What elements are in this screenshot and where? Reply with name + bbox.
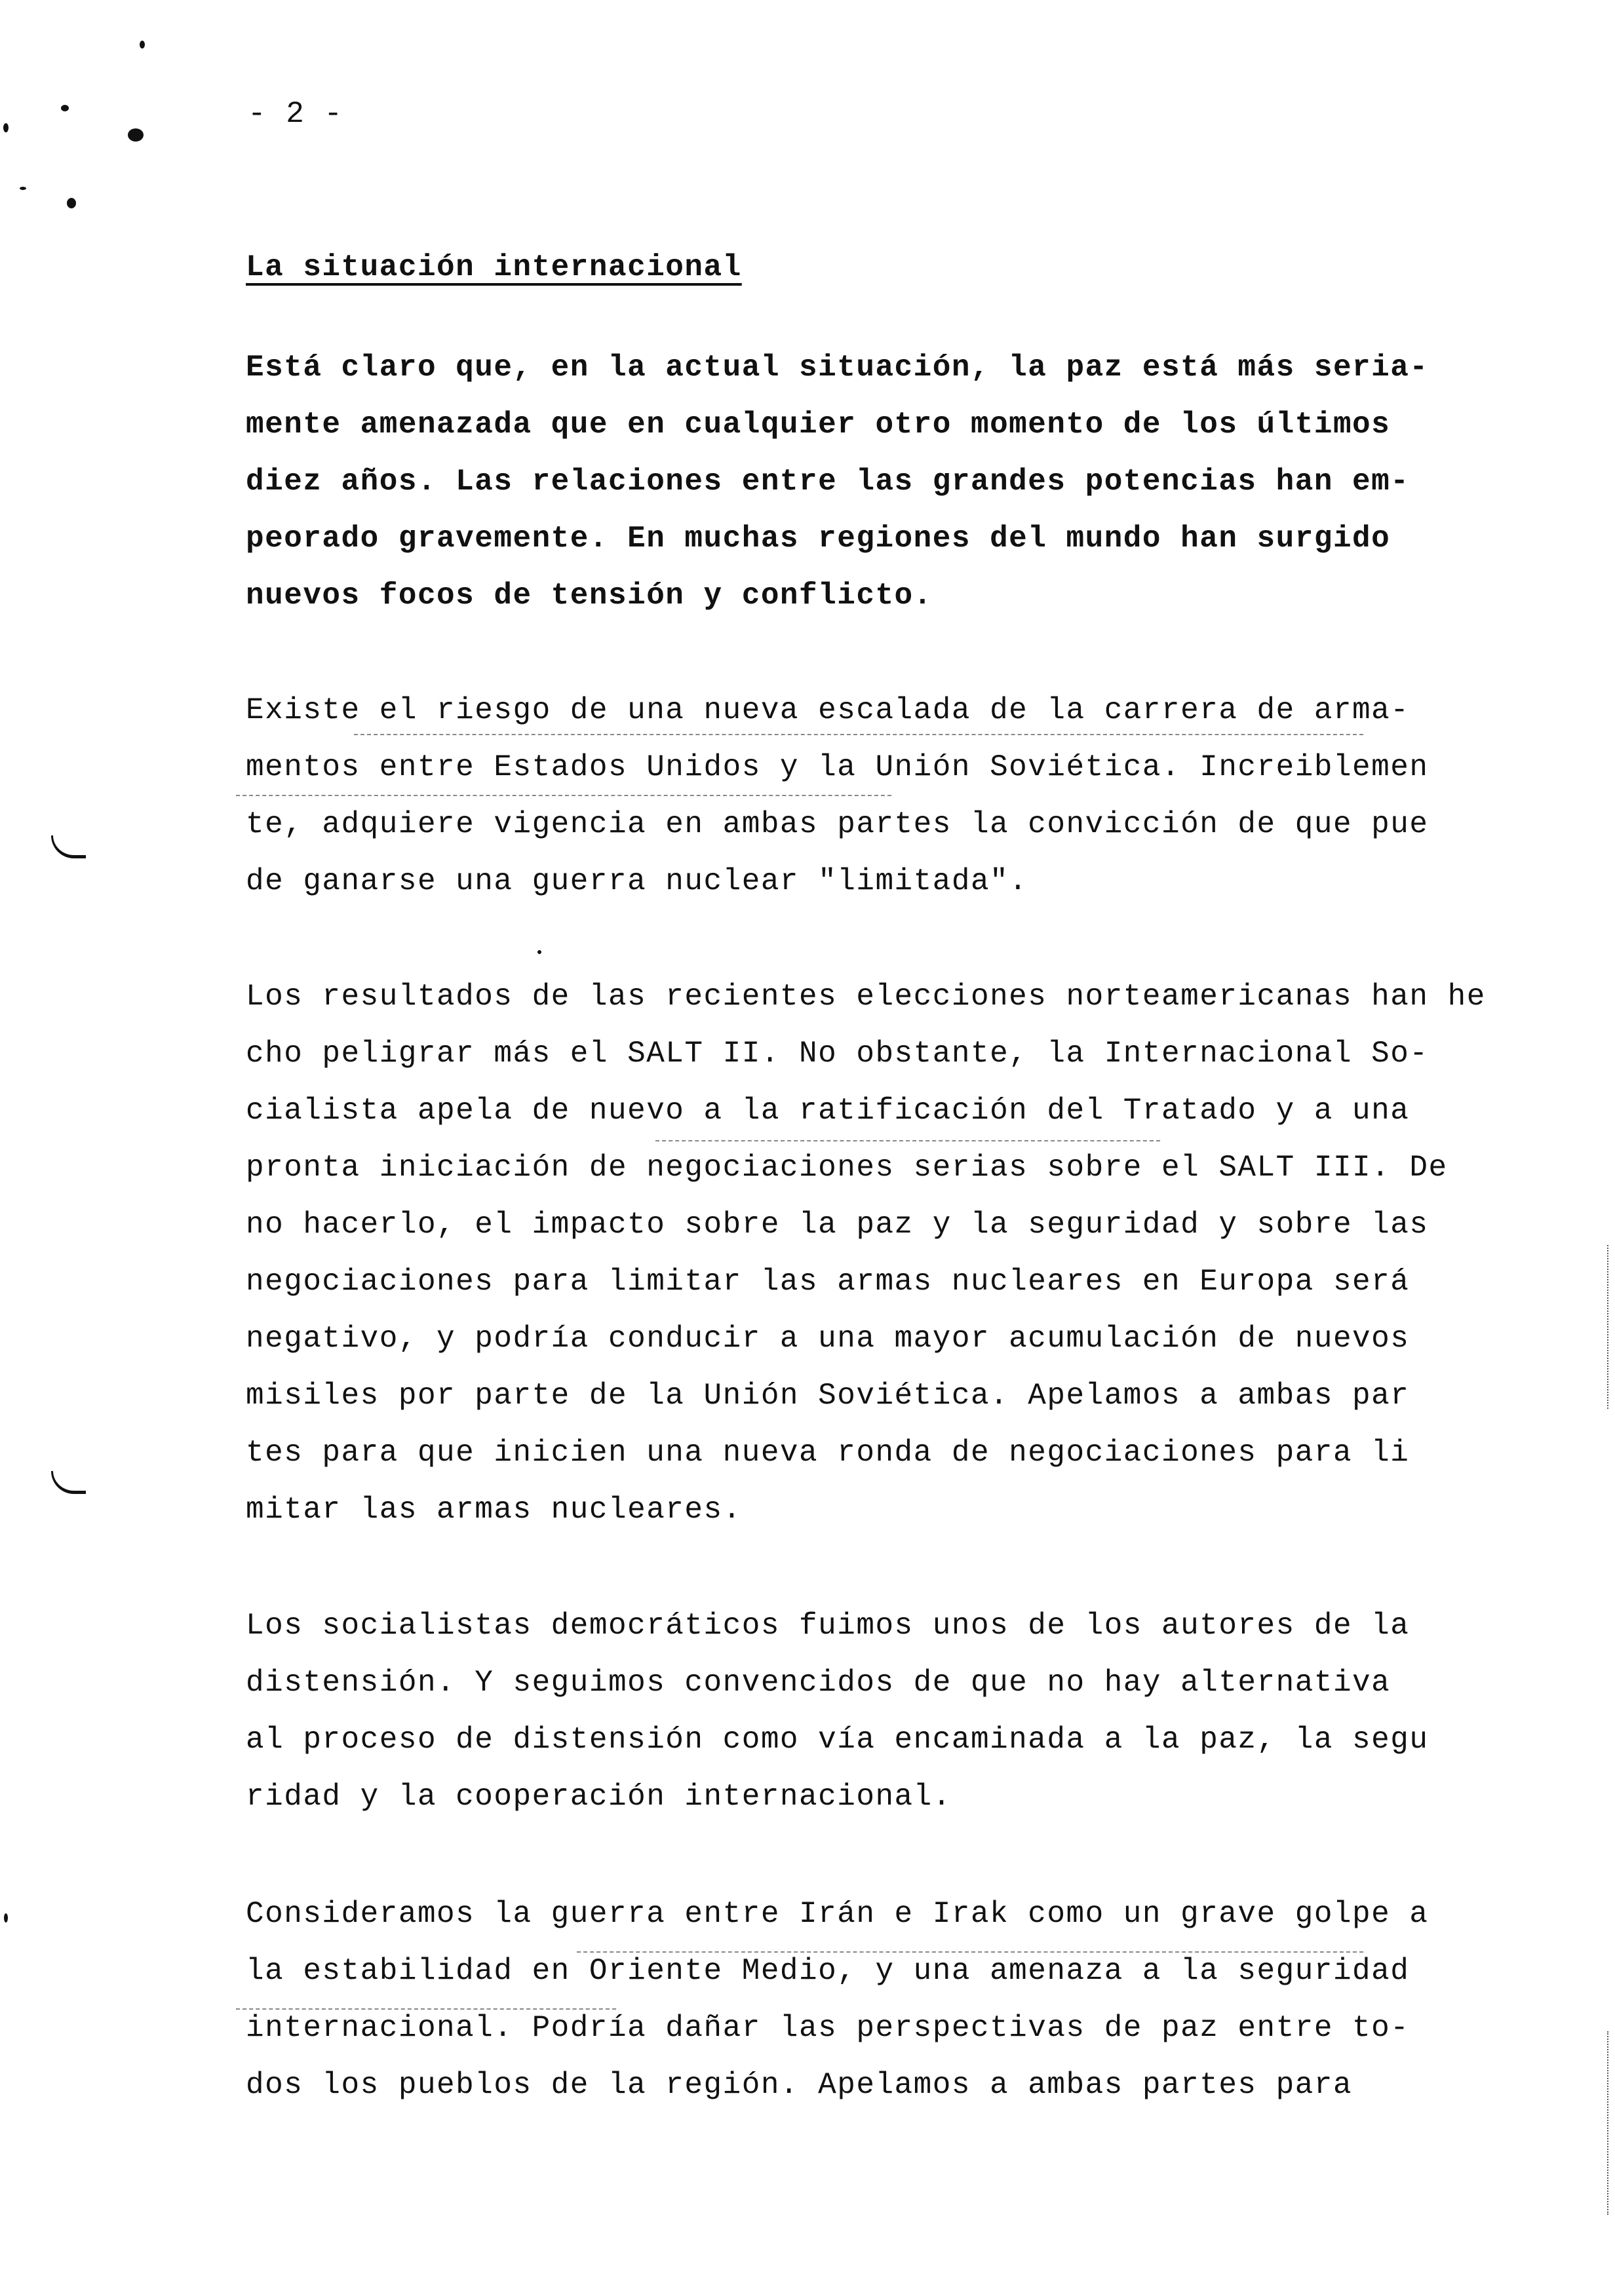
text-line: Los resultados de las recientes elecciones norteamericanas han he — [246, 980, 1486, 1014]
text-line: te, adquiere vigencia en ambas partes la convicción de que pue — [246, 807, 1429, 841]
scan-speck — [67, 198, 76, 208]
text-line: misiles por parte de la Unión Soviética. Apelamos a ambas par — [246, 1379, 1410, 1413]
text-line: internacional. Podría dañar las perspectivas de paz entre to- — [246, 2011, 1410, 2045]
text-line: Consideramos la guerra entre Irán e Irak como un grave golpe a — [246, 1897, 1429, 1931]
pencil-underline — [655, 1140, 1160, 1141]
text-line: distensión. Y seguimos convencidos de que no hay alternativa — [246, 1666, 1391, 1700]
section-title: La situación internacional — [246, 250, 742, 284]
page-number: - 2 - — [248, 97, 343, 131]
text-line: tes para que inicien una nueva ronda de negociaciones para li — [246, 1436, 1410, 1470]
text-line: la estabilidad en Oriente Medio, y una amenaza a la seguridad — [246, 1954, 1410, 1988]
pencil-underline — [354, 734, 1363, 735]
pencil-underline — [236, 2008, 616, 2010]
text-line: cialista apela de nuevo a la ratificación del Tratado y a una — [246, 1094, 1410, 1128]
text-line: pronta iniciación de negociaciones serias sobre el SALT III. De — [246, 1151, 1448, 1185]
margin-mark — [51, 1471, 86, 1494]
scan-speck — [4, 1913, 8, 1923]
margin-mark — [51, 835, 86, 858]
text-line: mentos entre Estados Unidos y la Unión Soviética. Increiblemen — [246, 750, 1429, 784]
text-line: dos los pueblos de la región. Apelamos a ambas partes para — [246, 2068, 1353, 2102]
scan-speck — [61, 105, 69, 111]
scan-speck — [537, 950, 541, 954]
scan-speck — [140, 41, 145, 48]
text-line: ridad y la cooperación internacional. — [246, 1780, 952, 1814]
text-line: de ganarse una guerra nuclear "limitada". — [246, 864, 1028, 898]
pencil-underline — [236, 795, 891, 796]
text-line: negociaciones para limitar las armas nucleares en Europa será — [246, 1265, 1410, 1299]
text-line: negativo, y podría conducir a una mayor acumulación de nuevos — [246, 1322, 1410, 1356]
text-line: no hacerlo, el impacto sobre la paz y la seguridad y sobre las — [246, 1208, 1429, 1242]
text-line: mitar las armas nucleares. — [246, 1493, 742, 1527]
text-line: Los socialistas democráticos fuimos unos de los autores de la — [246, 1609, 1410, 1643]
text-line: cho peligrar más el SALT II. No obstante, la Internacional So- — [246, 1037, 1429, 1071]
text-line: peorado gravemente. En muchas regiones del mundo han surgido — [246, 522, 1391, 556]
text-line: Existe el riesgo de una nueva escalada de la carrera de arma- — [246, 693, 1410, 727]
scan-speck — [20, 187, 26, 190]
scan-edge-noise — [1607, 1245, 1610, 1409]
pencil-underline — [577, 1951, 1363, 1953]
text-line: al proceso de distensión como vía encaminada a la paz, la segu — [246, 1723, 1429, 1757]
text-line: Está claro que, en la actual situación, la paz está más seria- — [246, 351, 1429, 385]
text-line: diez años. Las relaciones entre las grandes potencias han em- — [246, 465, 1410, 499]
text-line: nuevos focos de tensión y conflicto. — [246, 579, 933, 613]
scan-speck — [128, 128, 144, 142]
scan-speck — [3, 123, 9, 132]
scan-edge-noise — [1607, 2031, 1610, 2215]
text-line: mente amenazada que en cualquier otro momento de los últimos — [246, 408, 1391, 442]
